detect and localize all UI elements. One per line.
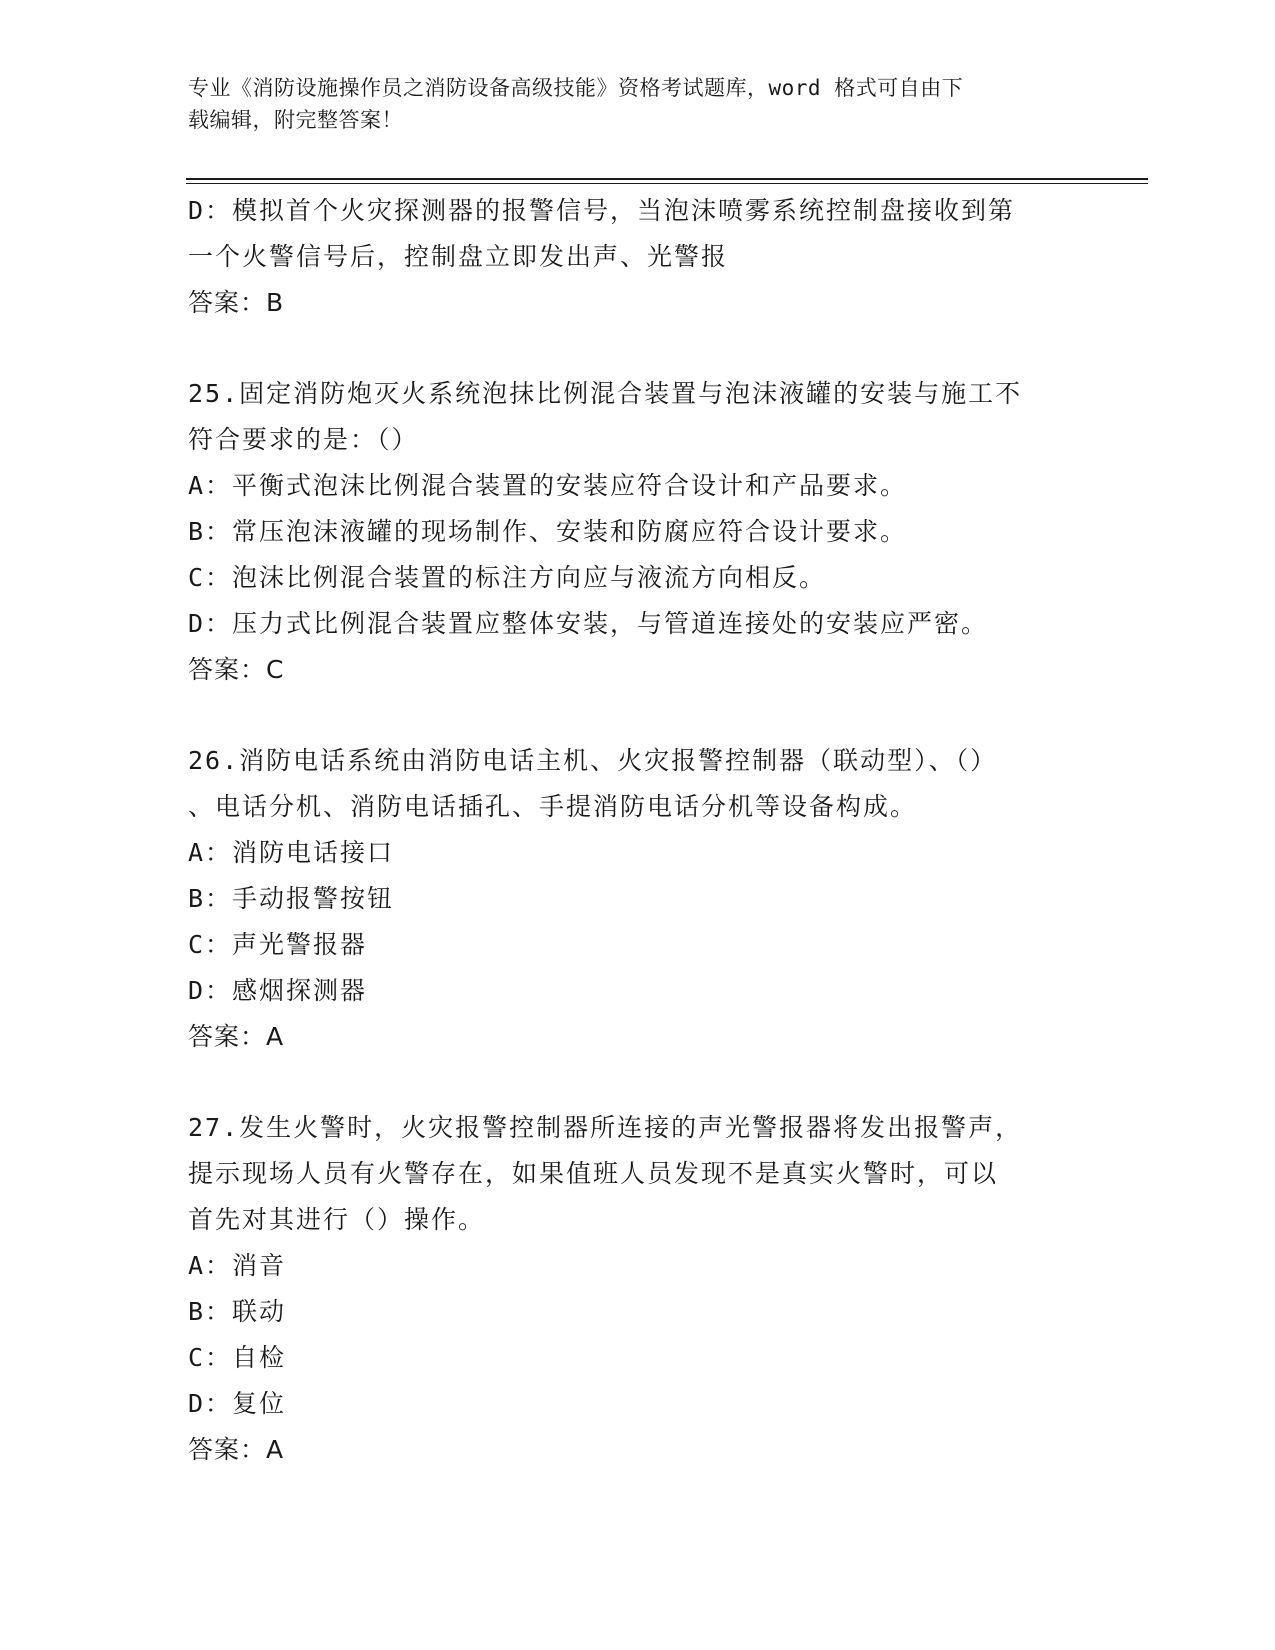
option-text: 一个火警信号后，控制盘立即发出声、光警报 (188, 242, 729, 271)
question-26 (188, 738, 1088, 1060)
option-b: B：手动报警按钮 (188, 884, 395, 913)
option-d: D：压力式比例混合装置应整体安装，与管道连接处的安装应严密。 (188, 609, 989, 638)
header-divider-thin (186, 183, 1148, 184)
question-stem: 首先对其进行（）操作。 (188, 1205, 486, 1234)
answer-text: 答案：C (188, 655, 285, 684)
answer-text: 答案：A (188, 1022, 285, 1051)
question-stem: 、电话分机、消防电话插孔、手提消防电话分机等设备构成。 (188, 792, 918, 821)
question-stem: 26.消防电话系统由消防电话主机、火灾报警控制器（联动型）、（） (188, 746, 998, 775)
answer-text: 答案：B (188, 288, 285, 317)
question-stem: 25.固定消防炮灭火系统泡抹比例混合装置与泡沫液罐的安装与施工不 (188, 379, 1023, 408)
question-stem: 符合要求的是：（） (188, 425, 419, 454)
question-stem: 27.发生火警时，火灾报警控制器所连接的声光警报器将发出报警声， (188, 1113, 1023, 1142)
page-header (188, 72, 1068, 136)
option-a: A：消防电话接口 (188, 838, 395, 867)
option-a: A：平衡式泡沫比例混合装置的安装应符合设计和产品要求。 (188, 471, 908, 500)
option-d: D：复位 (188, 1389, 287, 1418)
header-line: 载编辑，附完整答案！ (188, 108, 403, 132)
option-text: D：模拟首个火灾探测器的报警信号，当泡沫喷雾系统控制盘接收到第 (188, 196, 1016, 225)
option-c: C：泡沫比例混合装置的标注方向应与液流方向相反。 (188, 563, 827, 592)
question-27 (188, 1105, 1088, 1473)
option-b: B：常压泡沫液罐的现场制作、安装和防腐应符合设计要求。 (188, 517, 908, 546)
option-c: C：声光警报器 (188, 930, 368, 959)
question-25 (188, 371, 1088, 693)
question-stem: 提示现场人员有火警存在，如果值班人员发现不是真实火警时，可以 (188, 1159, 999, 1188)
header-divider (186, 178, 1148, 180)
document-body (188, 188, 1088, 1473)
option-d: D：感烟探测器 (188, 976, 368, 1005)
answer-text: 答案：A (188, 1435, 285, 1464)
header-line: 专业《消防设施操作员之消防设备高级技能》资格考试题库，word 格式可自由下 (188, 76, 964, 100)
option-b: B：联动 (188, 1297, 287, 1326)
option-c: C：自检 (188, 1343, 287, 1372)
option-a: A：消音 (188, 1251, 287, 1280)
carryover-question (188, 188, 1088, 326)
